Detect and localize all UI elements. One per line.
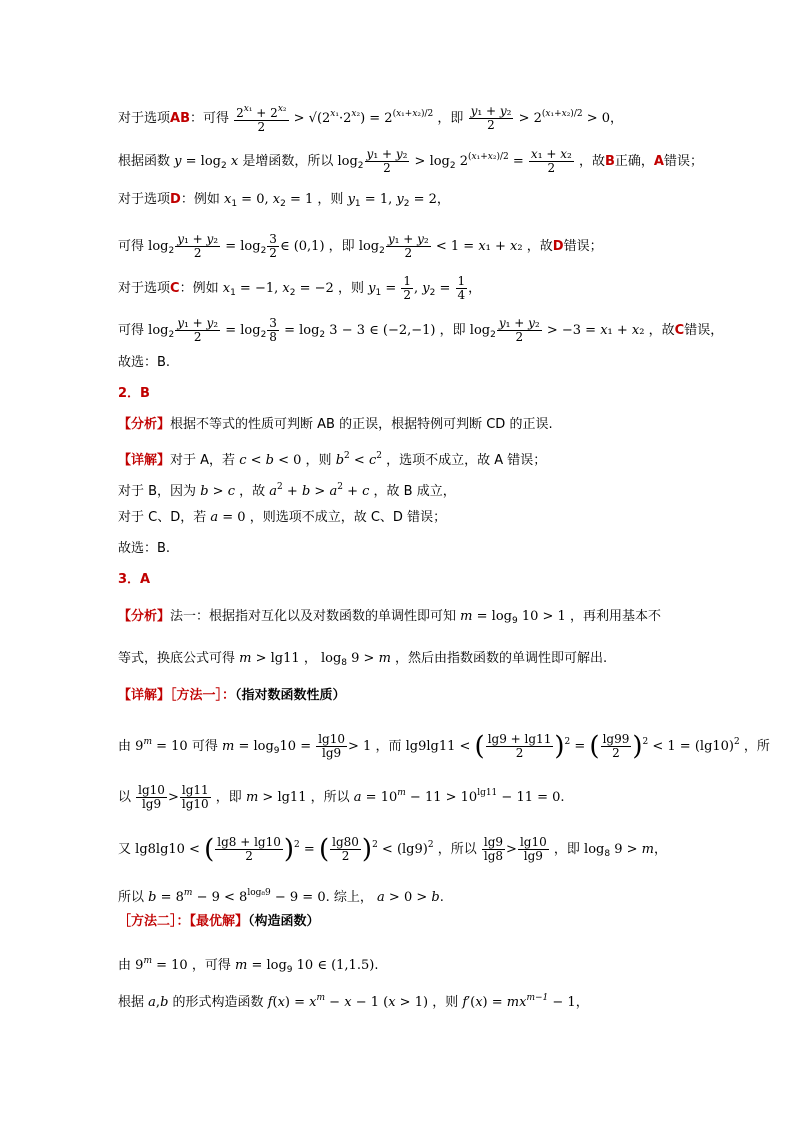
text: ，所以 xyxy=(310,790,350,805)
text: ：例如 xyxy=(179,281,219,296)
text: ，则 xyxy=(305,453,332,468)
detail-tag: 【详解】 xyxy=(118,688,171,703)
line-option-d-result: 可得 $\log_2$ $\frac{\text{y₁ + y₂}}{2}$ = $\log_2$ $\frac{3}{2}$ ∈ (0,1) ，即 $\log_2$ $\frac{\text{y₁ + y₂}}{2}$ < 1 = x₁ + x₂ ，故D错误； xyxy=(118,232,603,260)
text: 对于 B，因为 xyxy=(118,484,197,499)
text: ，故 B 成立， xyxy=(373,484,456,499)
text: ，则 xyxy=(337,281,364,296)
q3-step-2: 以 $\frac{\lg 10}{\lg 9}$ > $\frac{\lg 11}{\lg 10}$ ，即 m > lg11 ，所以 $a = 10^m - 11 > 10^{lg11} - 11 = 0$. xyxy=(118,783,565,811)
text: ，即 xyxy=(439,323,466,338)
text: 法一：根据指对互化以及对数函数的单调性即可知 xyxy=(170,609,457,624)
text: 故选：B. xyxy=(118,355,171,370)
text: 可得 xyxy=(118,323,145,338)
text: ，选项不成立，故 A 错误； xyxy=(386,453,547,468)
text: 故选：B. xyxy=(118,541,171,556)
q3-method-2-step-2: 根据 a,b 的形式构造函数 $f(x) = x^m - x - 1$ (x > 1) ，则 $f'(x) = mx^{m-1} - 1$， xyxy=(118,993,589,1010)
text: ，即 xyxy=(328,239,355,254)
text: 错误； xyxy=(663,154,703,169)
text: 正确， xyxy=(614,154,654,169)
text: 等式，换底公式可得 xyxy=(118,651,236,666)
method-label: ［方法二］： xyxy=(118,914,190,929)
q3-step-4: 所以 $b = 8^m - 9 < 8^{log_89} - 9 = 0$. 综上， a > 0 > b. xyxy=(118,888,444,905)
q2-detail-a: 【详解】对于 A，若 c < b < 0 ，则 $b^2 < c^2$ ，选项不成立，故 A 错误； xyxy=(118,451,547,468)
text: ，则 xyxy=(317,192,344,207)
text: ，故 xyxy=(578,154,605,169)
q2-answer-line xyxy=(118,541,754,557)
q2-detail-cd: 对于 C、D，若 a = 0 ，则选项不成立，故 C、D 错误； xyxy=(118,510,447,525)
text: 根据不等式的性质可判断 AB 的正误，根据特例可判断 CD 的正误. xyxy=(170,417,553,432)
text: 根据 xyxy=(118,995,145,1010)
line-log-increasing: 根据函数 $y = \log_2 x$ 是增函数，所以 $\log_2$ $\frac{\text{y₁ + y₂}}{2}$ > $\log_2 2^{(x_1+x_2)/2}$ = $\frac{\text{x₁ + x₂}}{2}$ ，故B正确，A错误； xyxy=(118,147,703,175)
text: ，则选项不成立，故 C、D 错误； xyxy=(249,510,447,525)
line-option-c-example: 对于选项C：例如 $x_1 = -1$, $x_2 = -2$ ，则 $y_1$ = $\frac{1}{2}$ , $y_2$ = $\frac{1}{4}$ ， xyxy=(118,274,482,302)
line-option-c-result: 可得 $\log_2$ $\frac{\text{y₁ + y₂}}{2}$ = $\log_2$ $\frac{3}{8}$ = $\log_2 3 - 3$ ∈ (−2,−1) ，即 $\log_2$ $\frac{\text{y₁ + y₂}}{2}$ > −3 = x₁ + x₂ ，故C错误， xyxy=(118,316,724,344)
text: 由 xyxy=(118,958,132,973)
text: 2．B xyxy=(118,386,150,401)
q3-step-3: 又 lg8lg10 < ( $\frac{\lg 8 + \lg 10}{2}$ )$^2$ = ( $\frac{\lg 80}{2}$ )$^2 < (\lg 9)^2$ ，所以 $\frac{\lg 9}{\lg 8}$ > $\frac{\lg 10}{\lg 9}$ ，即 $\log_8 9 > m$， xyxy=(118,834,667,865)
text: 错误， xyxy=(684,323,724,338)
math: $\frac{2^{x_1} + 2^{x_2}}{2}$ xyxy=(236,104,287,134)
text: ，可得 xyxy=(191,958,231,973)
text: ，而 xyxy=(375,739,402,754)
method-label: ［方法一］： xyxy=(170,688,236,703)
q3-method-2-header xyxy=(118,914,754,930)
text: 的形式构造函数 xyxy=(172,995,264,1010)
q3-analysis-cont: 等式，换底公式可得 m > lg11 ， $\log_8 9 > m$ ，然后由指数函数的单调性即可解出. xyxy=(118,651,608,668)
analysis-tag: 【分析】 xyxy=(118,417,171,432)
text: 又 xyxy=(118,842,132,857)
q3-method-2-step-1: 由 $9^m = 10$ ，可得 $m = \log_9 10$ ∈ (1,1.5). xyxy=(118,956,379,975)
text: 3．A xyxy=(118,572,151,587)
option-label: B xyxy=(604,154,615,169)
text: 对于选项 xyxy=(118,111,171,126)
text: ，所 xyxy=(743,739,770,754)
text: 可得 xyxy=(118,239,145,254)
text: ：可得 xyxy=(190,111,230,126)
option-label: D xyxy=(170,192,181,207)
text: 可得 xyxy=(191,739,218,754)
question-2-answer xyxy=(118,386,754,402)
text: ，则 xyxy=(432,995,459,1010)
text: 由 xyxy=(118,739,132,754)
text: ，然后由指数函数的单调性即可解出. xyxy=(395,651,608,666)
best-solution-tag: 【最优解】 xyxy=(189,914,249,929)
text: 对于选项 xyxy=(118,192,171,207)
text: 是增函数，所以 xyxy=(242,154,334,169)
analysis-tag: 【分析】 xyxy=(118,609,171,624)
text: 以 xyxy=(118,790,132,805)
question-3-answer xyxy=(118,572,754,588)
line-option-d-example: 对于选项D：例如 $x_1 = 0$, $x_2 = 1$ ，则 $y_1 = 1$, $y_2 = 2$， xyxy=(118,192,450,209)
text: 对于选项 xyxy=(118,281,171,296)
q3-step-1: 由 $9^m = 10$ 可得 $m = \log_910$ = $\frac{\lg 10}{\lg 9}$ > 1 ，而 lg9lg11 < ( $\frac{\lg 9 + \lg 11}{2}$ )$^2$ = ( $\frac{\lg 99}{2}$ )$^2 < 1 = (\lg 10)^2$ ，所 xyxy=(118,731,770,762)
text: ，故 xyxy=(526,239,553,254)
detail-tag: 【详解】 xyxy=(118,453,171,468)
q2-analysis xyxy=(118,417,754,433)
method-name: （指对数函数性质） xyxy=(235,688,346,703)
option-label: A xyxy=(653,154,664,169)
text: 综上， xyxy=(333,890,373,905)
option-label: C xyxy=(674,323,685,338)
option-label: C xyxy=(170,281,180,296)
option-label: D xyxy=(552,239,564,254)
option-label: AB xyxy=(170,111,190,126)
method-name: （构造函数） xyxy=(248,914,320,929)
text: 根据函数 xyxy=(118,154,171,169)
text: ，再利用基本不 xyxy=(569,609,661,624)
line-ab-derivation: 对于选项AB：可得 $\frac{2^{x_1} + 2^{x_2}}{2}$ > $√(2^{x_1}\cdot 2^{x_2}) = 2^{(x_1+x_2)/2}$ ，即 $\frac{\text{y₁ + y₂}}{2}$ > $2^{(x_1+x_2)/2} > 0$， xyxy=(118,104,624,134)
text: ，即 xyxy=(553,842,580,857)
text: 对于 A，若 xyxy=(170,453,236,468)
text: ，即 xyxy=(215,790,242,805)
text: 错误； xyxy=(563,239,603,254)
text: ，故 xyxy=(239,484,266,499)
text: ，故 xyxy=(648,323,675,338)
text: ：例如 xyxy=(180,192,220,207)
q2-detail-b: 对于 B，因为 b > c ，故 $a^2 + b > a^2 + c$ ，故 B 成立， xyxy=(118,482,456,499)
text: ， xyxy=(303,651,317,666)
answer-line xyxy=(118,355,754,371)
text: ，所以 xyxy=(437,842,477,857)
text: 对于 C、D，若 xyxy=(118,510,207,525)
q3-analysis: 【分析】法一：根据指对互化以及对数函数的单调性即可知 $m = \log_9 10 > 1$ ，再利用基本不 xyxy=(118,609,661,626)
q3-method-1-header xyxy=(118,688,754,704)
text: 所以 xyxy=(118,890,145,905)
